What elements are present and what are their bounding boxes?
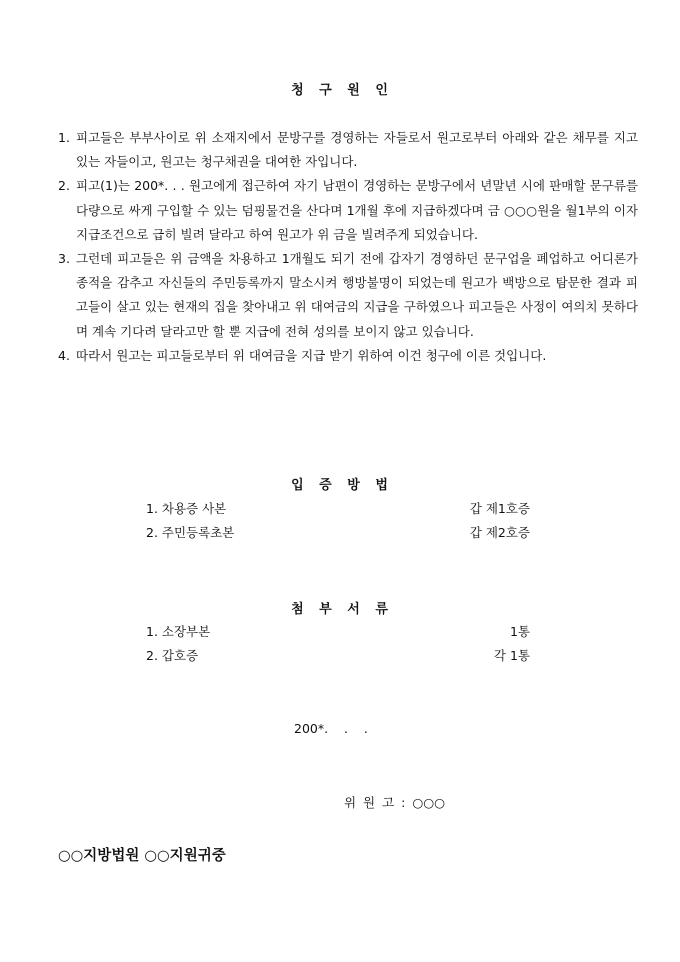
evidence-section-heading: 입 증 방 법 — [291, 478, 389, 493]
filing-date: 200*. . . — [294, 721, 368, 736]
evidence-code: 갑 제2호증 — [469, 525, 530, 540]
attachment-label: 1. 소장부본 — [146, 624, 211, 639]
claim-text: 피고(1)는 200*. . . 원고에게 접근하여 자기 남편이 경영하는 문방구에서 년말년 시에 판매할 문구류를 다량으로 싸게 구입할 수 있는 덤핑물건을 산다며 1개월 후에 지급하겠다며 금 ○○○원을 월1부의 이자지급조건으로 급히 빌려 달라고 하여 원고가 위 금을 빌려주게 되었습니다. — [76, 178, 638, 242]
plaintiff-signature: 위 원 고 : ○○○ — [344, 795, 446, 810]
attachments-list — [146, 620, 530, 668]
evidence-label: 2. 주민등록초본 — [146, 525, 235, 540]
claim-item — [58, 174, 638, 247]
claim-text: 그런데 피고들은 위 금액을 차용하고 1개월도 되기 전에 갑자기 경영하던 문구업을 폐업하고 어디론가 종적을 감추고 자신들의 주민등록까지 말소시켜 행방불명이 되었는데 원고가 백방으로 탐문한 결과 피고들이 살고 있는 현재의 집을 찾아내고 위 대여금의 지급을 구하였으나 피고들은 사정이 여의치 못하다며 계속 기다려 달라고만 할 뿐 지급에 전혀 성의를 보이지 않고 있습니다. — [76, 251, 638, 339]
claim-number: 3. — [58, 251, 70, 267]
evidence-list — [146, 497, 530, 545]
claim-list — [58, 126, 638, 368]
attachment-count: 각 1통 — [493, 648, 530, 663]
claim-item — [58, 247, 638, 344]
evidence-item — [146, 497, 530, 521]
claim-text: 피고들은 부부사이로 위 소재지에서 문방구를 경영하는 자들로서 원고로부터 아래와 같은 채무를 지고 있는 자들이고, 원고는 청구채권을 대여한 자입니다. — [76, 130, 638, 170]
attachment-item — [146, 644, 530, 668]
claim-section-heading: 청 구 원 인 — [291, 83, 389, 98]
claim-number: 1. — [58, 130, 70, 145]
claim-item — [58, 344, 638, 368]
claim-number: 4. — [58, 347, 70, 363]
attachments-section-heading: 첨 부 서 류 — [291, 602, 389, 617]
evidence-label: 1. 차용증 사본 — [146, 501, 227, 516]
attachment-count: 1통 — [509, 624, 530, 639]
evidence-item — [146, 521, 530, 545]
evidence-code: 갑 제1호증 — [469, 501, 530, 516]
attachment-label: 2. 갑호증 — [146, 648, 199, 663]
attachment-item — [146, 620, 530, 644]
court-addressee: ○○지방법원 ○○지원귀중 — [58, 848, 226, 864]
claim-text: 따라서 원고는 피고들로부터 위 대여금을 지급 받기 위하여 이건 청구에 이른 것입니다. — [76, 347, 547, 363]
claim-number: 2. — [58, 178, 70, 194]
claim-item — [58, 126, 638, 174]
